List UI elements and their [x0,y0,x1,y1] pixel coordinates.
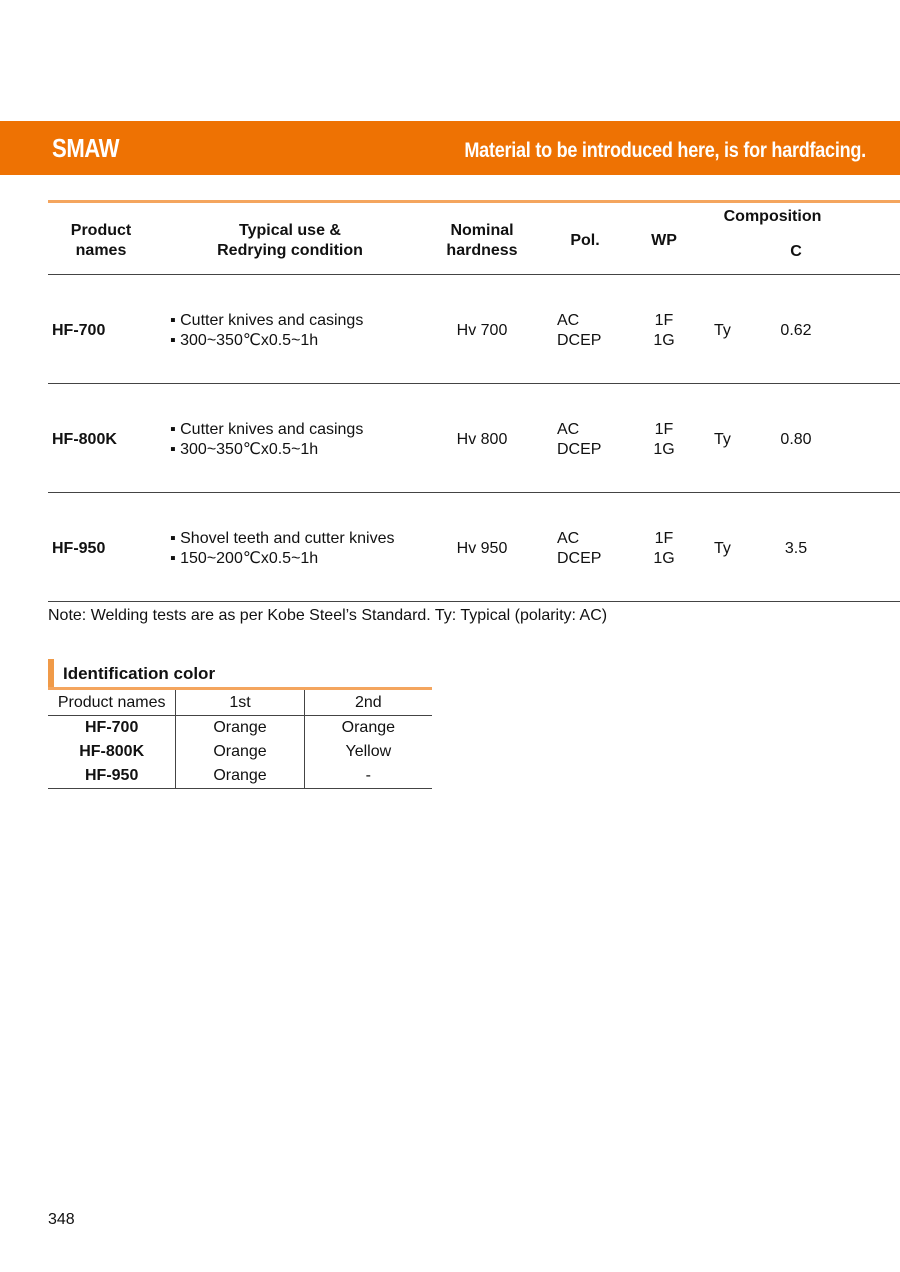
row-hf700-use [170,311,363,351]
table-row [48,716,432,741]
row-hf950-use-line2: ▪ 150~200℃x0.5~1h [170,550,319,567]
row-hf700-ty: Ty [714,322,731,339]
row-hf700-wp-line2: 1G [653,332,675,349]
row-hf950-wp-line2: 1G [653,550,675,567]
header-product-names-line1: Product [70,222,132,239]
header-product-names [52,221,150,261]
row-hf950-use [170,529,394,569]
identification-header-row [48,690,432,716]
header-nominal-hardness-line2: hardness [446,242,518,259]
row-hf950-wp-line1: 1F [654,530,674,547]
table-row [48,740,432,764]
row-hf800k-hardness: Hv 800 [456,431,508,448]
header-nominal-hardness [432,221,532,261]
row-hf950-c: 3.5 [784,540,808,557]
table-bottom-rule [48,601,900,602]
identification-2nd: Yellow [345,743,392,760]
row-hf800k-ty: Ty [714,431,731,448]
header-nominal-hardness-line1: Nominal [450,222,514,239]
row-hf800k-pol-line1: AC [557,421,580,438]
identification-2nd: Orange [341,719,396,736]
identification-1st: Orange [176,716,304,741]
row-hf950-use-line1: ▪ Shovel teeth and cutter knives [170,530,395,547]
row-hf950-wp [634,529,694,569]
identification-name: HF-700 [48,716,176,741]
row-hf700-c: 0.62 [780,322,812,339]
row-hf800k-use-line2: ▪ 300~350℃x0.5~1h [170,441,319,458]
row-hf700-pol-line2: DCEP [557,332,602,349]
row-hf700-use-line1: ▪ Cutter knives and casings [170,312,364,329]
header-banner [0,121,900,175]
identification-1st: Orange [176,764,304,789]
identification-title: Identification color [63,664,216,683]
header-divider [48,274,900,275]
header-pol: Pol. [570,232,600,249]
identification-accent-bar [48,659,54,689]
row-hf950-pol-line2: DCEP [557,550,602,567]
row-hf800k-c: 0.80 [780,431,812,448]
table-note: Note: Welding tests are as per Kobe Steel’s Standard. Ty: Typical (polarity: AC) [48,607,608,624]
row-hf800k-wp-line2: 1G [653,441,675,458]
row-hf950-pol-line1: AC [557,530,580,547]
row-hf800k-wp-line1: 1F [654,421,674,438]
header-c: C [790,243,802,260]
row-hf800k-use [170,420,363,460]
row-hf800k-pol-line2: DCEP [557,441,602,458]
row-hf700-wp [634,311,694,351]
row-hf700-pol [557,311,601,351]
identification-header-2nd: 2nd [304,690,432,716]
identification-header-1st: 1st [176,690,304,716]
identification-name: HF-950 [48,764,176,789]
page-number: 348 [48,1211,75,1228]
row-hf950-ty: Ty [714,540,731,557]
row-divider-2 [48,492,900,493]
header-product-names-line2: names [75,242,127,259]
table-top-rule [48,200,900,203]
row-divider-1 [48,383,900,384]
header-typical-use [195,221,385,261]
banner-title-smaw: SMAW [52,133,120,163]
row-hf700-pol-line1: AC [557,312,580,329]
row-hf700-name: HF-700 [52,322,106,339]
header-typical-use-line1: Typical use & [239,222,341,239]
identification-1st: Orange [176,740,304,764]
row-hf800k-wp [634,420,694,460]
row-hf700-use-line2: ▪ 300~350℃x0.5~1h [170,332,319,349]
identification-table [48,690,432,789]
banner-subtitle: Material to be introduced here, is for hardfacing. [464,139,866,162]
row-hf700-hardness: Hv 700 [456,322,508,339]
identification-name: HF-800K [48,740,176,764]
identification-header-product-names: Product names [48,690,176,716]
row-hf950-hardness: Hv 950 [456,540,508,557]
header-typical-use-line2: Redrying condition [217,242,363,259]
header-composition: Composition [723,208,822,225]
row-hf800k-use-line1: ▪ Cutter knives and casings [170,421,364,438]
row-hf700-wp-line1: 1F [654,312,674,329]
identification-2nd: - [304,764,432,789]
row-hf950-pol [557,529,601,569]
row-hf800k-pol [557,420,601,460]
row-hf800k-name: HF-800K [52,431,117,448]
row-hf950-name: HF-950 [52,540,106,557]
table-row [48,764,432,789]
header-wp: WP [651,232,677,249]
